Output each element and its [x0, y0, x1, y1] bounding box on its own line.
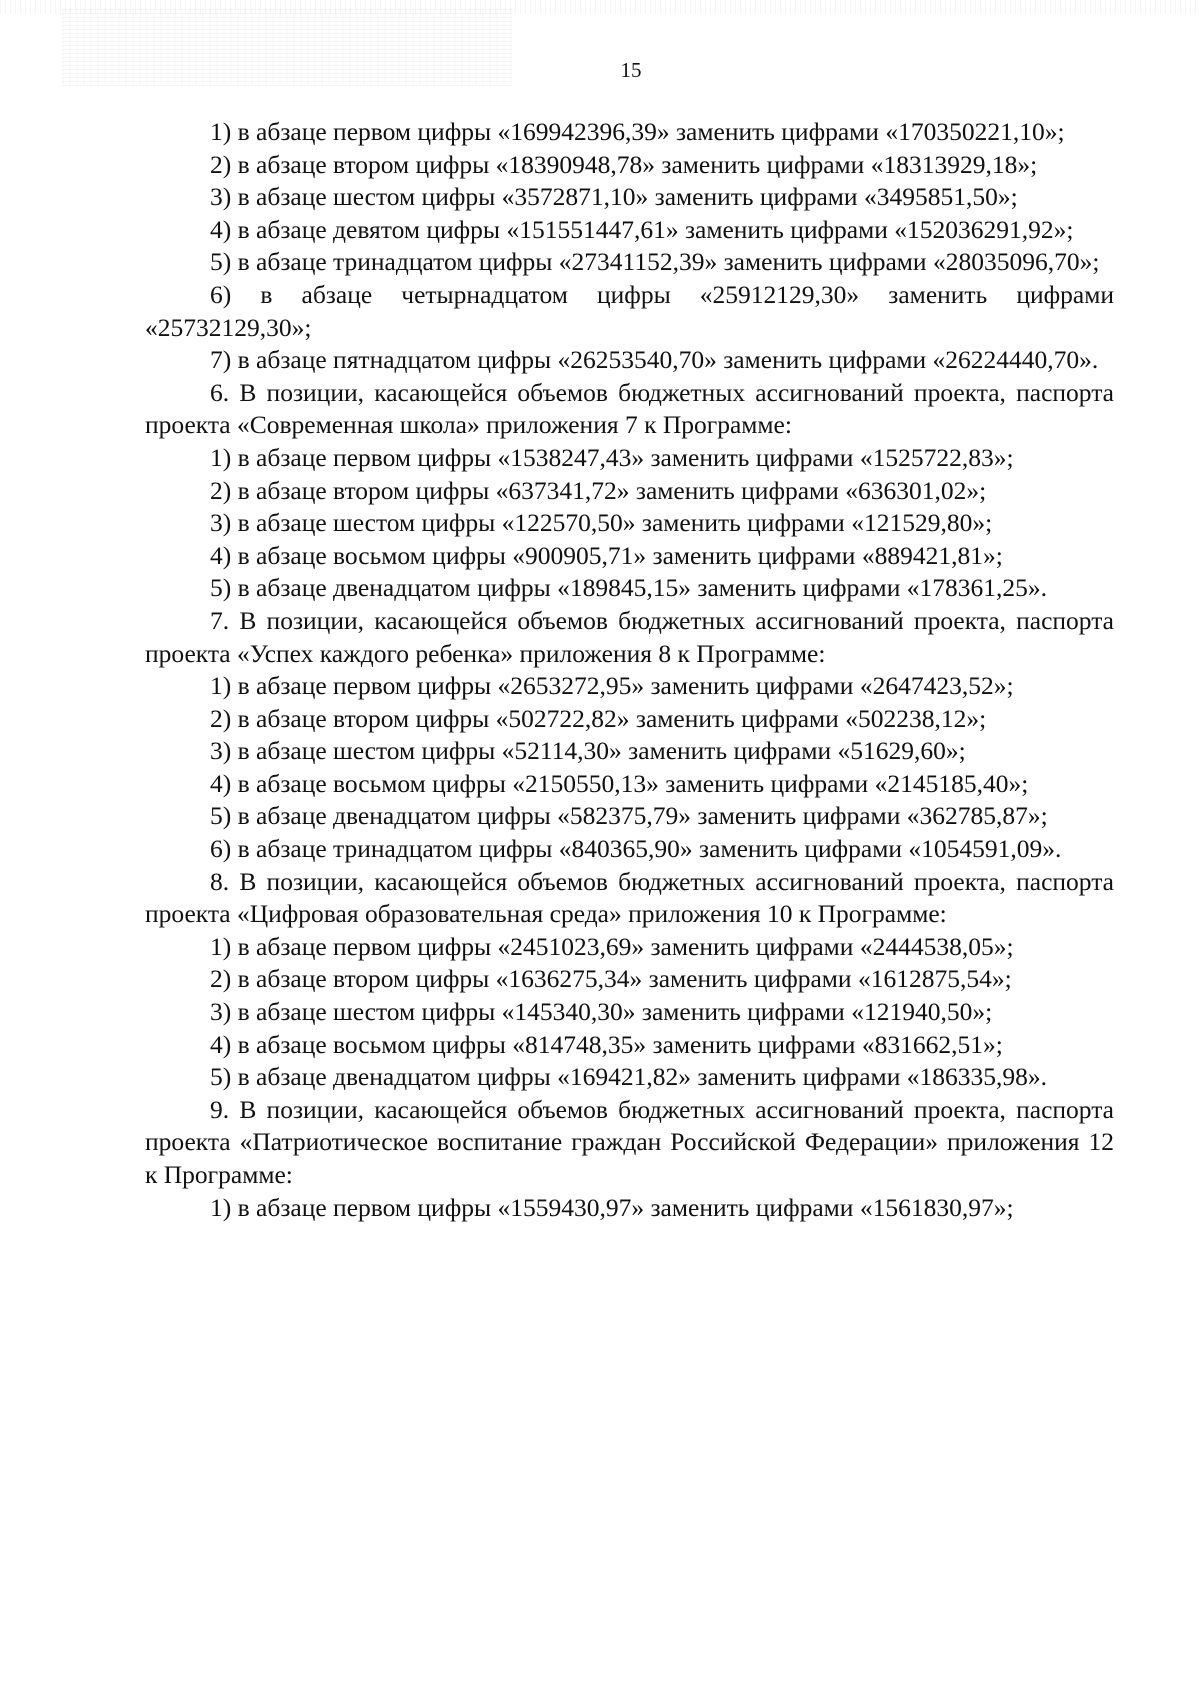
paragraph: 2) в абзаце втором цифры «1636275,34» заменить цифрами «1612875,54»;	[210, 964, 1012, 994]
paragraph: 5) в абзаце тринадцатом цифры «27341152,39» заменить цифрами «28035096,70»;	[210, 247, 1100, 277]
paragraph: 4) в абзаце восьмом цифры «2150550,13» заменить цифрами «2145185,40»;	[210, 768, 1029, 798]
document-body	[145, 116, 1114, 1224]
paragraph: 5) в абзаце двенадцатом цифры «582375,79» заменить цифрами «362785,87»;	[210, 801, 1048, 831]
paragraph: 1) в абзаце первом цифры «1559430,97» заменить цифрами «1561830,97»;	[210, 1192, 1014, 1222]
paragraph: 2) в абзаце втором цифры «502722,82» заменить цифрами «502238,12»;	[210, 703, 987, 733]
paragraph: 3) в абзаце шестом цифры «3572871,10» заменить цифрами «3495851,50»;	[210, 182, 1018, 212]
paragraph: 3) в абзаце шестом цифры «52114,30» заменить цифрами «51629,60»;	[210, 736, 966, 766]
paragraph: 6) в абзаце тринадцатом цифры «840365,90» заменить цифрами «1054591,09».	[210, 834, 1062, 864]
section-heading-paragraph: 8. В позиции, касающейся объемов бюджетных ассигнований проекта, паспорта проекта «Цифровая образовательная среда» приложения 10 к Программе:	[145, 866, 1114, 929]
paragraph: 6) в абзаце четырнадцатом цифры «25912129,30» заменить цифрами «25732129,30»;	[145, 279, 1114, 342]
paragraph: 3) в абзаце шестом цифры «145340,30» заменить цифрами «121940,50»;	[210, 997, 993, 1027]
section-heading-paragraph: 9. В позиции, касающейся объемов бюджетных ассигнований проекта, паспорта проекта «Патриотическое воспитание граждан Российской Федерации» приложения 12 к Программе:	[145, 1094, 1114, 1189]
paragraph: 2) в абзаце втором цифры «637341,72» заменить цифрами «636301,02»;	[210, 475, 987, 505]
paragraph: 5) в абзаце двенадцатом цифры «169421,82» заменить цифрами «186335,98».	[210, 1062, 1047, 1092]
paragraph: 1) в абзаце первом цифры «2653272,95» заменить цифрами «2647423,52»;	[210, 671, 1014, 701]
page-number: 15	[620, 58, 642, 82]
section-heading-paragraph: 7. В позиции, касающейся объемов бюджетных ассигнований проекта, паспорта проекта «Успех каждого ребенка» приложения 8 к Программе:	[145, 605, 1114, 668]
paragraph: 4) в абзаце восьмом цифры «814748,35» заменить цифрами «831662,51»;	[210, 1029, 1003, 1059]
paragraph: 5) в абзаце двенадцатом цифры «189845,15» заменить цифрами «178361,25».	[210, 573, 1047, 603]
paragraph: 7) в абзаце пятнадцатом цифры «26253540,70» заменить цифрами «26224440,70».	[210, 345, 1099, 375]
paragraph: 2) в абзаце втором цифры «18390948,78» заменить цифрами «18313929,18»;	[210, 149, 1038, 179]
paragraph: 4) в абзаце девятом цифры «151551447,61» заменить цифрами «152036291,92»;	[210, 214, 1074, 244]
paragraph: 1) в абзаце первом цифры «2451023,69» заменить цифрами «2444538,05»;	[210, 931, 1014, 961]
section-heading-paragraph: 6. В позиции, касающейся объемов бюджетных ассигнований проекта, паспорта проекта «Современная школа» приложения 7 к Программе:	[145, 377, 1114, 440]
paragraph: 1) в абзаце первом цифры «1538247,43» заменить цифрами «1525722,83»;	[210, 442, 1014, 472]
paragraph: 4) в абзаце восьмом цифры «900905,71» заменить цифрами «889421,81»;	[210, 540, 1003, 570]
paragraph: 3) в абзаце шестом цифры «122570,50» заменить цифрами «121529,80»;	[210, 508, 993, 538]
paragraph: 1) в абзаце первом цифры «169942396,39» заменить цифрами «170350221,10»;	[210, 117, 1065, 146]
